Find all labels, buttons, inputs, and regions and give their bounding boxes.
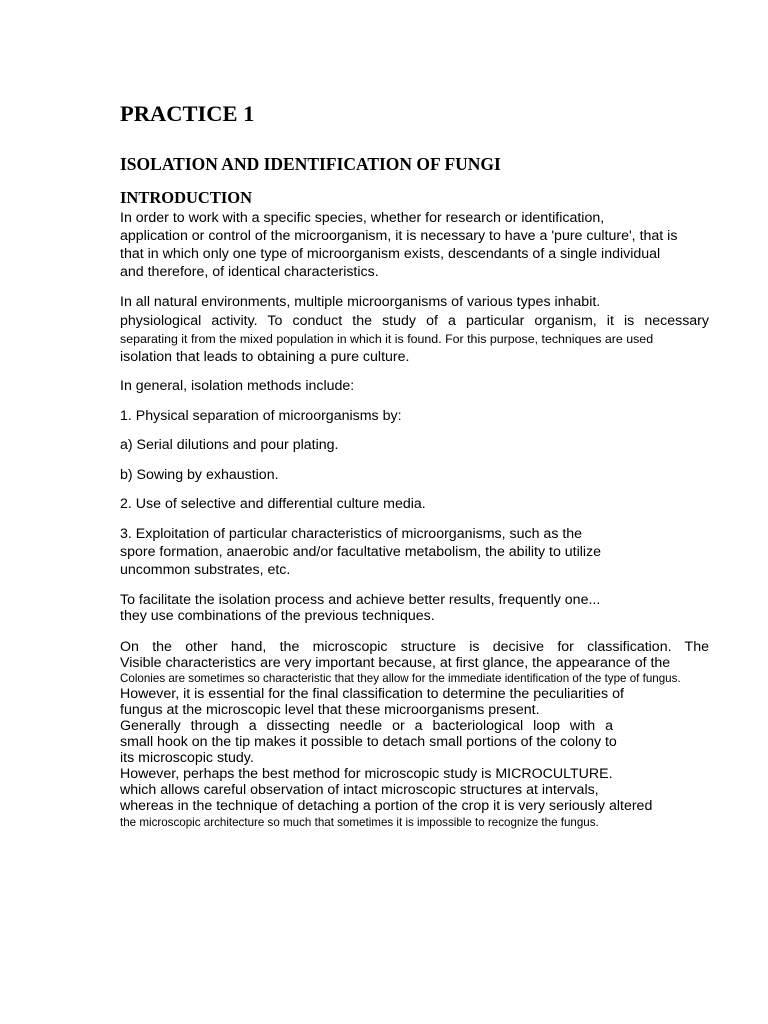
- text-line: whereas in the technique of detaching a portion of the crop it is very seriously altered: [120, 798, 653, 814]
- text-line: and therefore, of identical characteristics.: [120, 264, 379, 280]
- text-line: isolation that leads to obtaining a pure culture.: [120, 349, 410, 365]
- text-line: they use combinations of the previous techniques.: [120, 608, 435, 624]
- text-line: Colonies are sometimes so characteristic that they allow for the immediate identification of the type of fungus.: [120, 672, 681, 685]
- text-line: small hook on the tip makes it possible to detach small portions of the colony to: [120, 734, 617, 750]
- list-item: 1. Physical separation of microorganisms by:: [120, 408, 402, 424]
- text-line: application or control of the microorganism, it is necessary to have a 'pure culture', that is: [120, 228, 678, 244]
- list-item: 3. Exploitation of particular characteristics of microorganisms, such as the: [120, 526, 583, 542]
- text-line: In all natural environments, multiple microorganisms of various types inhabit.: [120, 294, 601, 310]
- text-line: However, perhaps the best method for microscopic study is MICROCULTURE.: [120, 766, 613, 782]
- text-line: In general, isolation methods include:: [120, 378, 355, 394]
- text-line: the microscopic architecture so much that sometimes it is impossible to recognize the fungus.: [120, 816, 599, 829]
- section-heading: INTRODUCTION: [120, 188, 253, 207]
- list-item: b) Sowing by exhaustion.: [120, 467, 279, 483]
- text-line: To facilitate the isolation process and achieve better results, frequently one...: [120, 592, 601, 608]
- text-line: fungus at the microscopic level that these microorganisms present.: [120, 702, 540, 718]
- text-line: spore formation, anaerobic and/or facultative metabolism, the ability to utilize: [120, 544, 602, 560]
- page-title: PRACTICE 1: [120, 101, 255, 126]
- text-line: On the other hand, the microscopic structure is decisive for classification. The: [120, 639, 709, 655]
- text-line: its microscopic study.: [120, 750, 254, 766]
- document-subtitle: ISOLATION AND IDENTIFICATION OF FUNGI: [120, 154, 501, 174]
- text-line: In order to work with a specific species, whether for research or identification,: [120, 210, 605, 226]
- text-line: that in which only one type of microorganism exists, descendants of a single individual: [120, 246, 661, 262]
- text-line: which allows careful observation of intact microscopic structures at intervals,: [120, 782, 599, 798]
- list-item: a) Serial dilutions and pour plating.: [120, 437, 339, 453]
- text-line: However, it is essential for the final classification to determine the peculiarities of: [120, 686, 624, 702]
- text-line: separating it from the mixed population in which it is found. For this purpose, techniques are used: [120, 332, 654, 346]
- text-line: uncommon substrates, etc.: [120, 562, 291, 578]
- text-line: Generally through a dissecting needle or a bacteriological loop with a: [120, 718, 613, 734]
- text-line: physiological activity. To conduct the study of a particular organism, it is necessary: [120, 313, 709, 329]
- text-line: Visible characteristics are very important because, at first glance, the appearance of the: [120, 655, 671, 671]
- list-item: 2. Use of selective and differential culture media.: [120, 496, 426, 512]
